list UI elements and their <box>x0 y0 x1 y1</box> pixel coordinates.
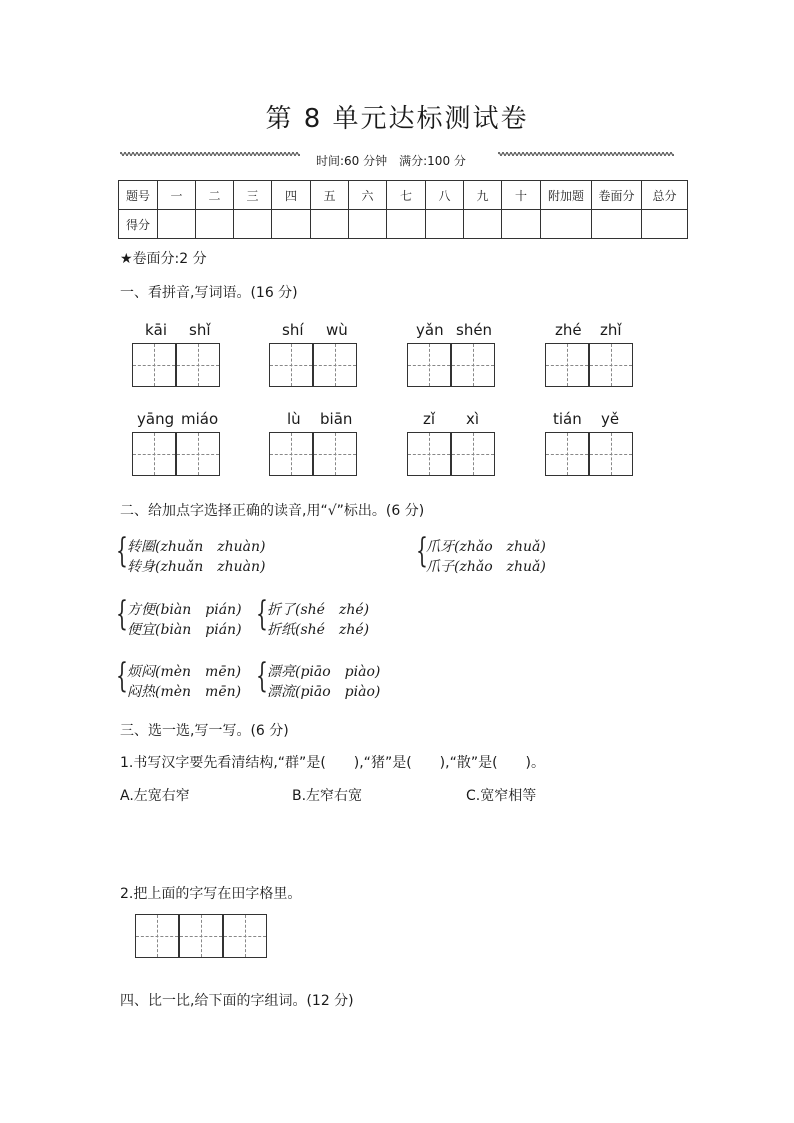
score-cell[interactable] <box>234 210 272 239</box>
score-table-header-cell: 二 <box>196 181 234 210</box>
writing-grid-cell[interactable] <box>407 432 451 476</box>
option-c[interactable]: C.宽窄相等 <box>466 788 537 804</box>
writing-grid-cell[interactable] <box>545 343 589 387</box>
score-cell[interactable] <box>196 210 234 239</box>
score-table-score-row <box>119 210 688 239</box>
pinyin: kāi <box>145 321 168 339</box>
pinyin: yě <box>601 410 620 428</box>
pinyin: yāng <box>137 410 175 428</box>
score-table-header-cell: 五 <box>311 181 349 210</box>
score-table-header-cell: 附加题 <box>541 181 592 210</box>
writing-grid-cell[interactable] <box>589 432 633 476</box>
writing-grid-cell[interactable] <box>223 914 267 958</box>
score-cell[interactable] <box>311 210 349 239</box>
writing-grid-cell[interactable] <box>132 343 176 387</box>
pinyin: shǐ <box>189 321 211 339</box>
reading-choice[interactable]: 便宜(biàn pián) <box>127 622 242 638</box>
writing-grid-cell[interactable] <box>451 432 495 476</box>
reading-choice[interactable]: 转圈(zhuǎn zhuàn) <box>127 539 266 555</box>
pinyin: xì <box>466 410 480 428</box>
section-3-title: 三、选一选,写一写。(6 分) <box>120 723 289 739</box>
writing-grid-cell[interactable] <box>176 432 220 476</box>
score-cell[interactable] <box>426 210 464 239</box>
writing-grid-cell[interactable] <box>451 343 495 387</box>
brace-icon: { <box>116 531 128 571</box>
page-title: 第 8 单元达标测试卷 <box>265 104 529 134</box>
score-table-header-cell: 八 <box>426 181 464 210</box>
section-1-title: 一、看拼音,写词语。(16 分) <box>120 285 298 301</box>
score-cell[interactable] <box>387 210 426 239</box>
writing-grid-cell[interactable] <box>545 432 589 476</box>
score-cell[interactable] <box>158 210 196 239</box>
score-cell[interactable] <box>349 210 387 239</box>
pinyin: biān <box>320 410 353 428</box>
score-cell[interactable] <box>464 210 502 239</box>
score-table-header-cell: 十 <box>502 181 541 210</box>
pinyin: wù <box>326 321 348 339</box>
brace-icon: { <box>256 656 268 696</box>
score-table-header-cell: 四 <box>272 181 311 210</box>
score-cell[interactable] <box>592 210 642 239</box>
score-cell[interactable] <box>272 210 311 239</box>
writing-grid-cell[interactable] <box>589 343 633 387</box>
writing-grid-cell[interactable] <box>132 432 176 476</box>
score-table-header-cell: 六 <box>349 181 387 210</box>
score-cell[interactable] <box>642 210 688 239</box>
reading-choice[interactable]: 烦闷(mèn mēn) <box>127 664 242 680</box>
option-a[interactable]: A.左宽右窄 <box>120 788 190 804</box>
pinyin: shí <box>282 321 304 339</box>
pinyin: zhǐ <box>600 321 622 339</box>
score-table-header-cell: 总分 <box>642 181 688 210</box>
question-3-2: 2.把上面的字写在田字格里。 <box>120 886 302 902</box>
reading-choice[interactable]: 转身(zhuǎn zhuàn) <box>127 559 266 575</box>
reading-choice[interactable]: 漂亮(piāo piào) <box>267 664 381 680</box>
reading-choice[interactable]: 爪子(zhǎo zhuǎ) <box>426 559 546 575</box>
score-table-header-cell: 九 <box>464 181 502 210</box>
reading-choice[interactable]: 方便(biàn pián) <box>127 602 242 618</box>
writing-grid-cell[interactable] <box>269 432 313 476</box>
writing-grid-cell[interactable] <box>407 343 451 387</box>
score-table-header-cell: 一 <box>158 181 196 210</box>
reading-choice[interactable]: 折纸(shé zhé) <box>267 622 370 638</box>
writing-grid-cell[interactable] <box>269 343 313 387</box>
writing-grid-cell[interactable] <box>176 343 220 387</box>
score-cell[interactable] <box>541 210 592 239</box>
right-wavy-rule <box>498 150 674 158</box>
score-table <box>118 180 688 239</box>
brace-icon: { <box>416 531 428 571</box>
pinyin: zǐ <box>423 410 436 428</box>
pinyin: zhé <box>555 321 582 339</box>
score-cell[interactable] <box>502 210 541 239</box>
writing-grid-cell[interactable] <box>313 343 357 387</box>
left-wavy-rule <box>120 150 300 158</box>
pinyin: shén <box>456 321 493 339</box>
section-4-title: 四、比一比,给下面的字组词。(12 分) <box>120 993 354 1009</box>
writing-grid-cell[interactable] <box>313 432 357 476</box>
reading-choice[interactable]: 折了(shé zhé) <box>267 602 370 618</box>
pinyin: tián <box>553 410 582 428</box>
score-table-header-row <box>119 181 688 210</box>
score-table-header-cell: 七 <box>387 181 426 210</box>
score-table-header-cell: 卷面分 <box>592 181 642 210</box>
brace-icon: { <box>116 656 128 696</box>
pinyin: lù <box>287 410 301 428</box>
neatness-score: ★卷面分:2 分 <box>120 251 207 267</box>
option-b[interactable]: B.左窄右宽 <box>292 788 363 804</box>
section-2-title: 二、给加点字选择正确的读音,用“√”标出。(6 分) <box>120 503 425 519</box>
writing-grid-cell[interactable] <box>179 914 223 958</box>
score-table-header-cell: 三 <box>234 181 272 210</box>
score-table-header-cell: 题号 <box>119 181 158 210</box>
brace-icon: { <box>116 594 128 634</box>
brace-icon: { <box>256 594 268 634</box>
question-3-1: 1.书写汉字要先看清结构,“群”是( ),“猪”是( ),“散”是( )。 <box>120 755 545 771</box>
pinyin: yǎn <box>416 321 444 339</box>
reading-choice[interactable]: 漂流(piāo piào) <box>267 684 381 700</box>
pinyin: miáo <box>181 410 219 428</box>
writing-grid-cell[interactable] <box>135 914 179 958</box>
reading-choice[interactable]: 爪牙(zhǎo zhuǎ) <box>426 539 546 555</box>
score-table-row-label: 得分 <box>119 210 158 239</box>
time-and-score: 时间:60 分钟 满分:100 分 <box>316 154 466 168</box>
reading-choice[interactable]: 闷热(mèn mēn) <box>127 684 242 700</box>
